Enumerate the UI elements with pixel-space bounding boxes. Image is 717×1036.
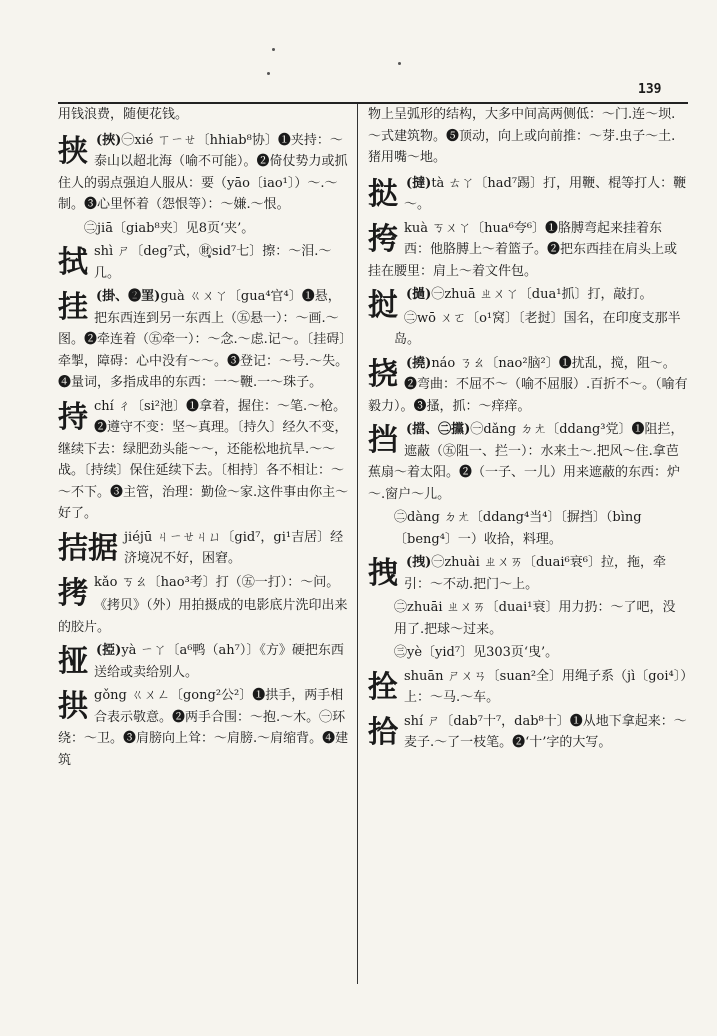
dictionary-subentry: [368, 308, 688, 351]
entry-headword: 挟: [58, 133, 88, 169]
entry-headword: 拷: [58, 575, 88, 611]
dust-speck: [272, 48, 275, 51]
entry-headword: 拭: [58, 245, 88, 280]
entry-headword: 挂: [58, 290, 88, 325]
left-column: [58, 104, 350, 773]
entry-text: 用钱浪费，随便花钱。: [58, 107, 189, 122]
dictionary-subentry: [368, 642, 688, 664]
dust-speck: [398, 62, 401, 65]
dictionary-entry: [58, 286, 350, 394]
entry-text: ㊀xié ㄒㄧㄝ〔hhiab⁸协〕❶夹持：～泰山以超北海（喻不可能）。❷倚仗势力或抓住人的弱点强迫人服从：要（yāo〔iao¹〕）～.～制。❸心里怀着（怨恨等）：～嫌.～恨。: [58, 132, 348, 212]
entry-headword: 拱: [58, 689, 88, 724]
entry-text: ㊀dǎng ㄉㄤ〔ddang³党〕❶阻拦，遮蔽（㊄阻一、拦一）：水来土～.把风～住.拿芭蕉扇～着太阳。❷（一子、一儿）用来遮蔽的东西：炉～.窗户～儿。: [368, 422, 684, 502]
dictionary-entry: [368, 173, 688, 216]
entry-text: 物上呈弧形的结构，大多中间高两侧低：～门.连～坝.～式建筑物。❺顶动，向上或向前推：～芽.虫子～土.猪用嘴～地。: [368, 107, 676, 165]
entry-headword: 挞: [368, 176, 398, 212]
entry-headword: 拾: [368, 714, 398, 750]
entry-text: 《拷贝》（外）用拍摄成的电影底片洗印出来的胶片。: [58, 598, 348, 635]
entry-variant: (挾): [96, 132, 122, 148]
entry-continuation: [58, 104, 350, 126]
dictionary-subentry: [58, 218, 350, 240]
entry-headword: 拮据: [58, 530, 118, 566]
entry-text: ㊀zhuā ㄓㄨㄚ〔dua¹抓〕打，敲打。: [431, 287, 653, 302]
entry-text: náo ㄋㄠ〔nao²脑²〕❶扰乱，搅，阻～。❷弯曲：不屈不～（喻不屈服）.百折不～。（喻有毅力）。❸搔，抓：～痒痒。: [368, 355, 688, 414]
entry-text: ㊁wō ㄨㄛ〔o¹窝〕〔老挝〕国名，在印度支那半岛。: [394, 310, 681, 347]
column-divider: [357, 104, 358, 984]
dictionary-subentry: [58, 595, 350, 638]
entry-headword: 拴: [368, 669, 398, 705]
entry-headword: 挠: [368, 356, 398, 392]
entry-text: guà ㄍㄨㄚ〔gua⁴官⁴〕❶悬，把东西连到另一东西上（㊄悬一）：～画.～图。❷牵连着（㊄牵一）：～念.～虑.记～。〔挂碍〕牵掣，障碍：心中没有～～。❸登记：～号.～失。❹量词，多指成串的东西：一～鞭.一～珠子。: [58, 289, 349, 390]
entry-text: jiéjū ㄐㄧㄝㄐㄩ〔gid⁷，gi¹吉居〕经济境况不好，困窘。: [124, 529, 344, 566]
entry-text: kǎo ㄎㄠ〔hao³考〕打（㊄一打）：～问。: [94, 574, 340, 590]
right-column: [368, 104, 688, 756]
dictionary-entry: [58, 640, 350, 683]
entry-text: shuān ㄕㄨㄢ〔suan²全〕用绳子系（jì〔goi⁴〕）上：～马.～车。: [404, 668, 687, 705]
entry-text: shì ㄕ〔deg⁷式，㊖sid⁷七〕擦：～泪.～几。: [94, 244, 332, 281]
dictionary-entry: [368, 284, 688, 323]
dictionary-entry: [58, 685, 350, 771]
dictionary-subentry: [368, 507, 688, 550]
entry-headword: 挝: [368, 288, 398, 323]
entry-headword: 挜: [58, 644, 88, 679]
entry-text: ㊂yè〔yid⁷〕见303页‘曳’。: [394, 645, 559, 660]
dictionary-entry: [58, 572, 350, 611]
entry-variant: (掛、❷罣): [96, 289, 161, 304]
entry-text: chí ㄔ〔si²池〕❶拿着，握住：～笔.～枪。❷遵守不变：坚～真理。〔持久〕经久不变，继续下去：绿肥劲头能～～，还能松地抗旱.～～战。〔持续〕保住延续下去。〔相持〕各不相让：～～不下。❸主管，治理：勤俭～家.这件事由你主～好了。: [58, 398, 349, 521]
entry-text: kuà ㄎㄨㄚ〔hua⁶夸⁶〕❶胳膊弯起来挂着东西：他胳膊上～着篮子。❷把东西挂在肩头上或挂在腰里：肩上～着文件包。: [368, 220, 678, 279]
entry-text: ㊁zhuāi ㄓㄨㄞ〔duai¹衰〕用力扔：～了吧，没用了.把球～过来。: [394, 600, 676, 637]
dictionary-entry: [368, 353, 688, 418]
entry-variant: (擋、㊁攩): [406, 422, 471, 437]
dictionary-entry: [368, 552, 688, 595]
entry-variant: (撾): [406, 287, 432, 302]
entry-text: tà ㄊㄚ〔had⁷踢〕打，用鞭、棍等打人：鞭～。: [404, 175, 687, 212]
dictionary-entry: [58, 396, 350, 525]
entry-variant: (拽): [406, 555, 432, 570]
entry-text: shí ㄕ〔dab⁷十⁷，dab⁸十〕❶从地下拿起来：～麦子.～了一枝笔。❷‘十’字的大写。: [404, 713, 687, 750]
entry-variant: (掗): [96, 643, 122, 658]
dictionary-entry: [58, 130, 350, 216]
dust-speck: [267, 72, 270, 75]
dictionary-entry: [58, 527, 350, 570]
entry-text: gǒng ㄍㄨㄥ〔gong²公²〕❶拱手，两手相合表示敬意。❷两手合围：～抱.～木。㊀环绕：～卫。❸肩膀向上耸：～肩膀.～肩缩背。❹建筑: [58, 688, 349, 768]
dictionary-entry: [368, 711, 688, 754]
entry-text: yà ㄧㄚ〔a⁶鸭（ah⁷）〕《方》硬把东西送给或卖给别人。: [94, 643, 344, 680]
entry-headword: 挎: [368, 221, 398, 257]
entry-text: ㊁jiā〔giab⁸夹〕见8页‘夹’。: [84, 220, 255, 236]
dictionary-subentry: [368, 597, 688, 640]
entry-headword: 持: [58, 399, 88, 435]
entry-text: ㊀zhuài ㄓㄨㄞ〔duai⁶衰⁶〕拉，拖，牵引：～不动.把门～上。: [404, 555, 666, 592]
entry-variant: (撓): [406, 355, 432, 371]
dictionary-entry: [368, 666, 688, 709]
dictionary-entry: [368, 419, 688, 505]
dictionary-entry: [58, 241, 350, 284]
entry-text: ㊁dàng ㄉㄤ〔ddang⁴当⁴〕〔摒挡〕（bìng〔beng⁴〕一）收拾，料理。: [394, 510, 642, 547]
entry-headword: 拽: [368, 556, 398, 591]
entry-continuation: [368, 104, 688, 169]
entry-variant: (撻): [406, 175, 432, 191]
dictionary-entry: [368, 218, 688, 283]
entry-headword: 挡: [368, 423, 398, 458]
page-number: 139: [638, 82, 662, 97]
